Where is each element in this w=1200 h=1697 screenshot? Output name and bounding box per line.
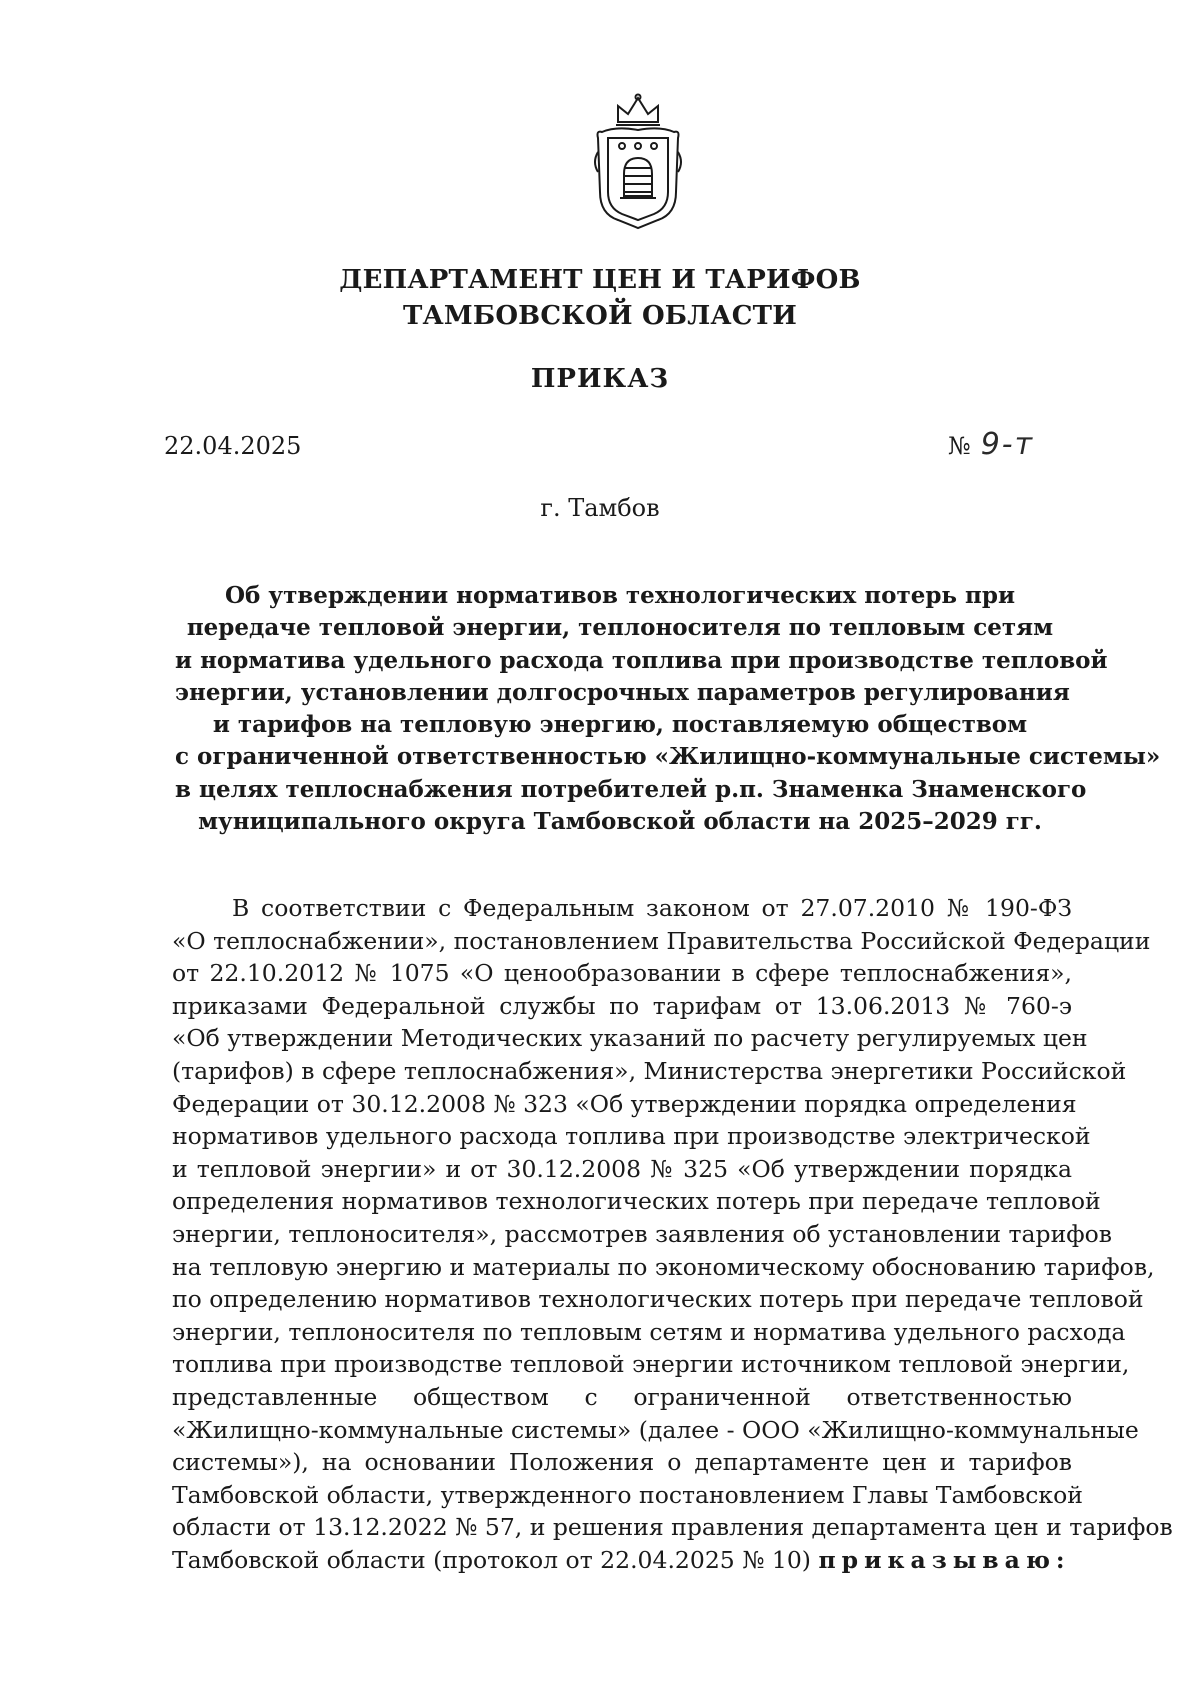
number-sign: №: [948, 432, 971, 460]
body-line: приказами Федеральной службы по тарифам от 13.06.2013 № 760-э: [172, 991, 1072, 1020]
body-line: «Жилищно-коммунальные системы» (далее - ООО «Жилищно-коммунальные: [172, 1415, 1139, 1444]
subject-line: с ограниченной ответственностью «Жилищно-коммунальные системы»: [175, 743, 1161, 771]
subject-line: и тарифов на тепловую энергию, поставляемую обществом: [212, 711, 1028, 739]
subject-line: передаче тепловой энергии, теплоносителя по тепловым сетям: [186, 614, 1054, 642]
body-line: «О теплоснабжении», постановлением Правительства Российской Федерации: [172, 926, 1151, 955]
subject-line: муниципального округа Тамбовской области на 2025–2029 гг.: [198, 808, 1042, 836]
body-line: представленные обществом с ограниченной ответственностью: [172, 1382, 1072, 1411]
body-line: области от 13.12.2022 № 57, и решения правления департамента цен и тарифов: [172, 1513, 1173, 1542]
coat-of-arms-emblem: [588, 92, 688, 234]
body-line: по определению нормативов технологических потерь при передаче тепловой: [172, 1285, 1144, 1314]
body-line: от 22.10.2012 № 1075 «О ценообразовании в сфере теплоснабжения»,: [172, 959, 1072, 988]
body-line: определения нормативов технологических потерь при передаче тепловой: [172, 1187, 1101, 1216]
body-last-line: [172, 1544, 1072, 1577]
body-last-line-text: Тамбовской области (протокол от 22.04.2025 № 10): [172, 1545, 811, 1574]
order-preamble: [172, 892, 1173, 1576]
body-line: В соответствии с Федеральным законом от 27.07.2010 № 190-ФЗ: [232, 894, 1072, 922]
subject-line: Об утверждении нормативов технологических потерь при: [224, 582, 1016, 609]
body-line: (тарифов) в сфере теплоснабжения», Министерства энергетики Российской: [172, 1056, 1127, 1085]
subject-line: в целях теплоснабжения потребителей р.п. Знаменка Знаменского: [175, 775, 1087, 803]
body-line: и тепловой энергии» и от 30.12.2008 № 325 «Об утверждении порядка: [172, 1154, 1072, 1183]
body-line: Тамбовской области, утвержденного постановлением Главы Тамбовской: [172, 1480, 1083, 1509]
body-line: энергии, теплоносителя», рассмотрев заявления об установлении тарифов: [172, 1219, 1112, 1248]
department-name-line1: ДЕПАРТАМЕНТ ЦЕН И ТАРИФОВ: [339, 265, 861, 295]
department-name-line2: ТАМБОВСКОЙ ОБЛАСТИ: [403, 301, 797, 331]
order-subject: [175, 580, 1161, 838]
order-city: г. Тамбов: [540, 494, 660, 522]
subject-line: энергии, установлении долгосрочных параметров регулирования: [175, 678, 1070, 706]
body-line: нормативов удельного расхода топлива при производстве электрической: [172, 1122, 1091, 1151]
order-keyword: приказываю:: [818, 1545, 1071, 1574]
body-line: Федерации от 30.12.2008 № 323 «Об утверждении порядка определения: [172, 1089, 1077, 1118]
body-line: топлива при производстве тепловой энергии источником тепловой энергии,: [172, 1350, 1130, 1379]
order-date: 22.04.2025: [164, 432, 302, 460]
handwritten-order-number: 9-т: [980, 427, 1035, 462]
body-line: системы»), на основании Положения о департаменте цен и тарифов: [172, 1448, 1072, 1477]
document-type-title: ПРИКАЗ: [530, 364, 670, 394]
subject-line: и норматива удельного расхода топлива при производстве тепловой: [175, 646, 1108, 674]
body-line: «Об утверждении Методических указаний по расчету регулируемых цен: [172, 1024, 1088, 1053]
order-number: [948, 428, 1034, 463]
body-line: на тепловую энергию и материалы по экономическому обоснованию тарифов,: [172, 1252, 1155, 1281]
body-line: энергии, теплоносителя по тепловым сетям и норматива удельного расхода: [172, 1317, 1126, 1346]
